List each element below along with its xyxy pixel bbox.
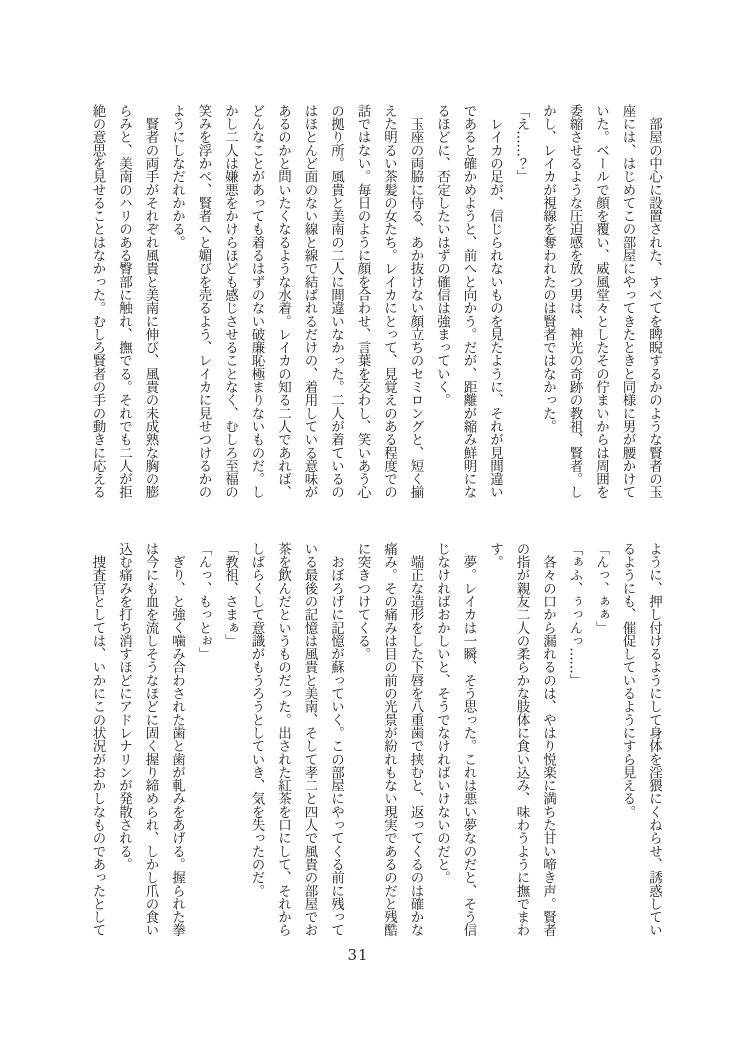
text-line: 「教祖、さまぁ」 [222,542,238,648]
text-line: レイカの足が、信じられないものを見たように、それが見間違い [487,104,503,499]
text-line: の指が親友二人の柔らかな肢体に食い込み、味わうように撫でまわ [513,542,530,937]
text-line: ように、押し付けるようにして身体を淫猥にくねらせ、誘惑してい [646,542,662,937]
text-line: 「ぁふ、ぅっんっ……」 [566,542,583,687]
page-number: 31 [347,946,369,964]
text-line: 端正な造形をした下唇を八重歯で挟むと、返ってくるのは確かな [407,542,424,937]
text-line: るようにも、催促しているようにすら見える。 [619,542,636,819]
text-line: どんなことがあっても着るはずのない破廉恥極まりないものだ。し [248,104,265,499]
text-line: かし、レイカが視線を奪われたのは賢者ではなかった。 [540,104,556,433]
text-line: 茶を飲んだというものだった。出された紅茶を口にして、それから [275,542,291,937]
text-line: 夢。レイカは一瞬、そう思った。これは悪い夢なのだと、そう信 [460,542,477,937]
text-line: 委縮させるような圧迫感を放つ男は、神光の奇跡の教祖、賢者。し [566,104,583,499]
text-line: らみと、美南のハリのある臀部に触れ、撫でる。それでも二人が拒 [116,104,132,499]
text-line: す。 [487,542,503,569]
text-block-top [84,104,667,516]
text-line: 「んっ、ぁぁ」 [593,542,609,635]
text-line: いた。ベールで顔を覆い、威風堂々としたその佇まいからは周囲を [593,104,609,499]
text-line: あるのかと問いたくなるような水着。レイカの知る二人であれば、 [275,104,291,499]
text-line: 話ではない。毎日のように顔を合わせ、言葉を交わし、笑いあう心 [354,104,371,499]
text-line: はほとんど面のない線と線で結ばれるだけの、着用している意味が [301,104,318,499]
text-line: 捜査官としては、いかにこの状況がおかしなものであったとして [89,542,106,937]
text-line: 「え……？」 [513,104,530,183]
text-line: 玉座の両脇に侍る、あか抜けない顔立ちのセミロングと、短く揃 [407,104,424,499]
text-line: しばらくして意識がもうろうとしていき、気を失ったのだ。 [248,542,265,898]
text-line: 各々の口から漏れるのは、やはり悦楽に満ちた甘い啼き声。賢者 [540,542,556,937]
text-line: 痛み。その痛みは目の前の光景が紛れもない現実であるのだと残酷 [381,542,397,937]
text-line: 込む痛みを打ち消すほどにアドレナリンが発散される。 [116,542,132,871]
text-line: 賢者の両手がそれぞれ風貴と美南に伸び、風貴の未成熟な胸の膨 [142,104,159,499]
text-line: に突きつけてくる。 [354,542,371,661]
text-line: 笑みを浮かべ、賢者へと媚びを売るよう、レイカに見せつけるかの [195,104,212,499]
text-line: ぎり、と強く噛み合わされた歯と歯が軋みをあげる。握られた拳 [169,542,185,937]
text-line: 絶の意思を見せることはなかった。むしろ賢者の手の動きに応える [89,104,106,499]
text-block-bottom [84,542,667,954]
text-line: ようにしなだれかかる。 [169,104,185,249]
text-line: は今にも血を流しそうなほどに固く握り締められ、しかし爪の食い [142,542,159,937]
text-line: 部屋の中心に設置された、すべてを睥睨するかのような賢者の玉 [646,104,662,499]
text-line: かし二人は嫌悪をかけらほども感じさせることなく、むしろ至福の [222,104,238,499]
text-line: の拠り所。風貴と美南の二人に間違いなかった。二人が着ているの [328,104,344,499]
text-line: るほどに、否定したいはずの確信は強まっていく。 [434,104,450,407]
text-line: であると確かめようと、前へと向かう。だが、距離が縮み鮮明にな [460,104,477,499]
text-line: じなければおかしいと、そうでなければいけないのだと。 [434,542,450,884]
text-line: えた明るい茶髪の女たち。レイカにとって、見覚えのある程度での [381,104,397,499]
text-line: いる最後の記憶は風貴と美南、そして孝二と四人で風貴の部屋でお [301,542,318,937]
text-line: おぼろげに記憶が蘇っていく。この部屋にやってくる前に残って [328,542,344,937]
text-line: 座には、はじめてこの部屋にやってきたときと同様に男が腰かけて [619,104,636,499]
text-line: 「んっ、もっとぉ」 [195,542,212,661]
